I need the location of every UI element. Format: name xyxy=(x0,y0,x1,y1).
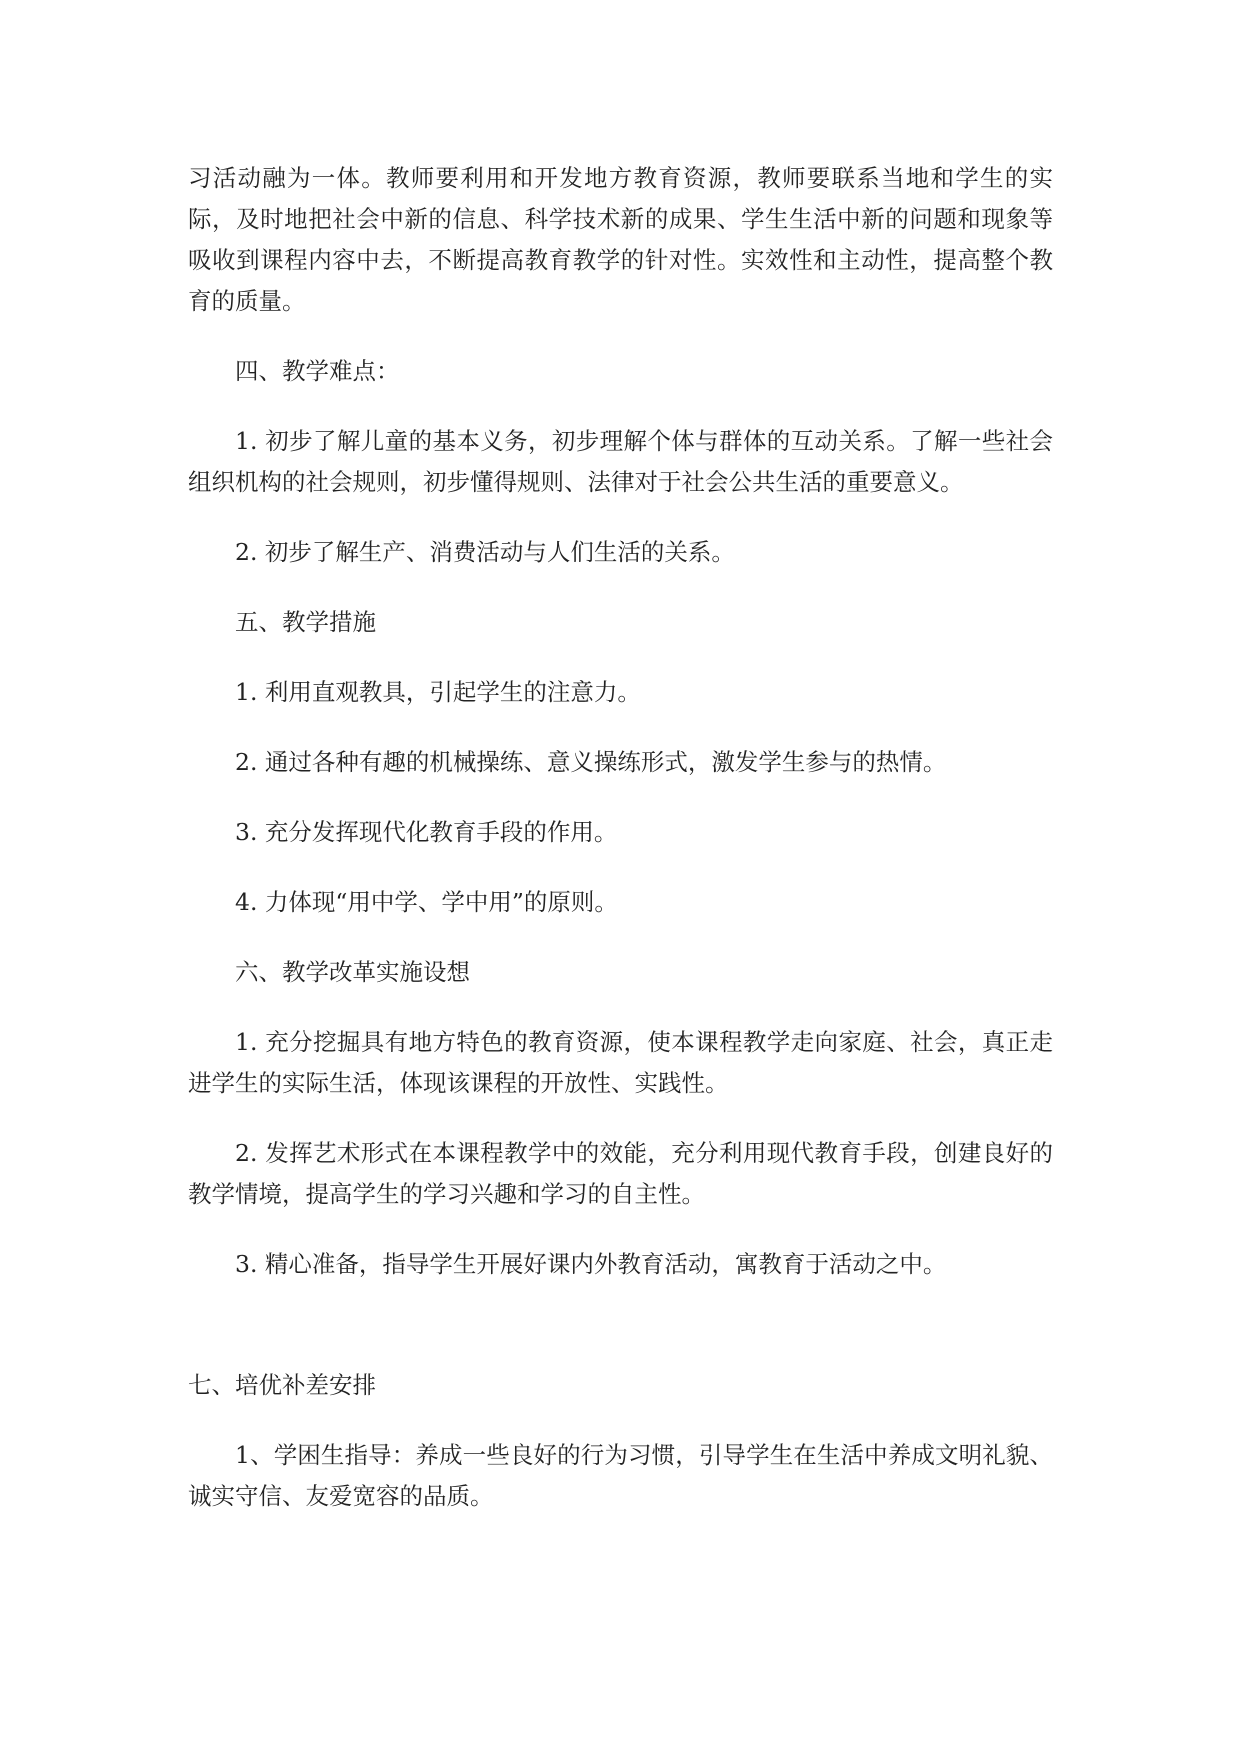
measure-item-2: 2. 通过各种有趣的机械操练、意义操练形式，激发学生参与的热情。 xyxy=(235,748,947,776)
heading-teaching-measures: 五、教学措施 xyxy=(235,608,376,636)
reform-item-2: 2. 发挥艺术形式在本课程教学中的效能，充分利用现代教育手段，创建良好的教学情境，提高学生的学习兴趣和学习的自主性。 xyxy=(188,1139,1053,1208)
paragraph-continuation: 习活动融为一体。教师要利用和开发地方教育资源，教师要联系当地和学生的实际，及时地把社会中新的信息、科学技术新的成果、学生生活中新的问题和现象等吸收到课程内容中去，不断提高教育教学的针对性。实效性和主动性，提高整个教育的质量。 xyxy=(188,164,1053,315)
difficulty-item-2: 2. 初步了解生产、消费活动与人们生活的关系。 xyxy=(235,538,735,566)
heading-teaching-difficulties: 四、教学难点： xyxy=(235,357,400,385)
heading-tutoring-arrangement: 七、培优补差安排 xyxy=(188,1371,376,1399)
reform-item-3: 3. 精心准备，指导学生开展好课内外教育活动，寓教育于活动之中。 xyxy=(235,1250,947,1278)
document-body xyxy=(188,158,1053,1517)
difficulty-item-1: 1. 初步了解儿童的基本义务，初步理解个体与群体的互动关系。了解一些社会组织机构的社会规则，初步懂得规则、法律对于社会公共生活的重要意义。 xyxy=(188,427,1053,496)
tutoring-item-1: 1、学困生指导：养成一些良好的行为习惯，引导学生在生活中养成文明礼貌、诚实守信、友爱宽容的品质。 xyxy=(188,1441,1053,1510)
measure-item-1: 1. 利用直观教具，引起学生的注意力。 xyxy=(235,678,641,706)
heading-reform-plan: 六、教学改革实施设想 xyxy=(235,958,470,986)
measure-item-3: 3. 充分发挥现代化教育手段的作用。 xyxy=(235,818,618,846)
measure-item-4: 4. 力体现“用中学、学中用”的原则。 xyxy=(235,888,618,916)
reform-item-1: 1. 充分挖掘具有地方特色的教育资源，使本课程教学走向家庭、社会，真正走进学生的实际生活，体现该课程的开放性、实践性。 xyxy=(188,1028,1053,1097)
